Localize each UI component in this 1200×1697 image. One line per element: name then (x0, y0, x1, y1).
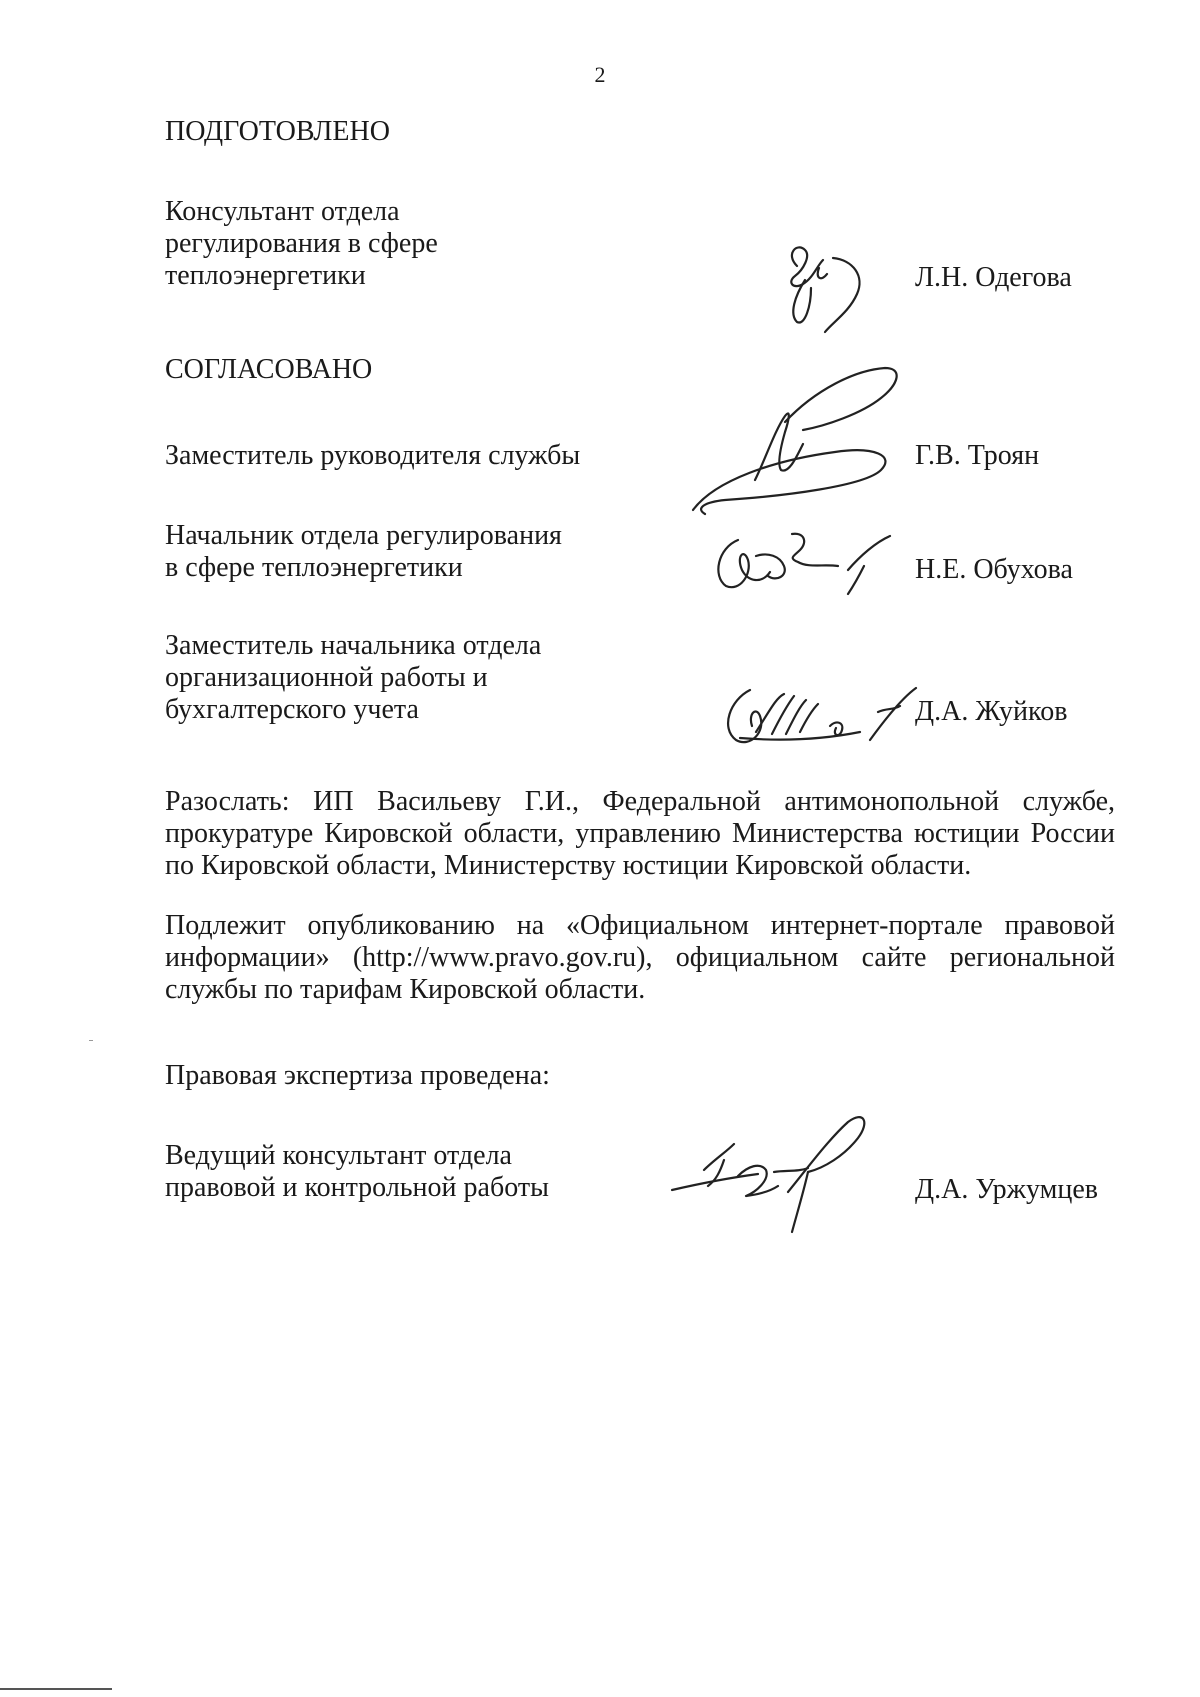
legal-review-name: Д.А. Уржумцев (915, 1174, 1099, 1205)
prepared-position (165, 196, 635, 292)
position-line: бухгалтерского учета (165, 694, 419, 725)
distribution-paragraph (165, 786, 1115, 882)
position-line: Консультант отдела (165, 196, 400, 227)
prepared-name: Л.Н. Одегова (915, 262, 1072, 293)
position-line: Начальник отдела регулирования (165, 520, 562, 551)
signature-urzhumtsev (668, 1110, 898, 1235)
signature-troyan (685, 360, 925, 525)
legal-review-position (165, 1140, 635, 1204)
distribution-text: Разослать: ИП Васильеву Г.И., Федеральной антимонопольной службе, прокуратуре Кировской области, управлению Министерства юстиции России по Кировской области, Министерству юстиции Кировской области. (165, 786, 1115, 881)
approved-name-2: Н.Е. Обухова (915, 554, 1073, 585)
signature-zhuykov (710, 670, 930, 750)
position-line: в сфере теплоэнергетики (165, 552, 463, 583)
position-line: теплоэнергетики (165, 260, 366, 291)
scan-artifact (89, 1040, 93, 1041)
approved-name-3: Д.А. Жуйков (915, 696, 1068, 727)
approved-position-3 (165, 630, 635, 726)
position-line: организационной работы и (165, 662, 488, 693)
signature-odegova (775, 236, 895, 336)
page-number: 2 (594, 62, 606, 87)
publication-paragraph (165, 910, 1115, 1006)
position-line: Заместитель руководителя службы (165, 440, 581, 471)
position-line: регулирования в сфере (165, 228, 438, 259)
approved-heading: СОГЛАСОВАНО (165, 354, 373, 385)
approved-position-1 (165, 440, 635, 472)
publication-text: Подлежит опубликованию на «Официальном интернет-портале правовой информации» (http://www.pravo.gov.ru), официальном сайте региональной службы по тарифам Кировской области. (165, 910, 1115, 1005)
approved-name-1: Г.В. Троян (915, 440, 1040, 471)
signature-obukhova (708, 526, 898, 596)
position-line: Ведущий консультант отдела (165, 1140, 512, 1171)
legal-review-heading: Правовая экспертиза проведена: (165, 1060, 550, 1091)
approved-position-2 (165, 520, 635, 584)
prepared-heading: ПОДГОТОВЛЕНО (165, 116, 390, 147)
scan-edge-line (0, 1688, 112, 1690)
position-line: Заместитель начальника отдела (165, 630, 542, 661)
position-line: правовой и контрольной работы (165, 1172, 549, 1203)
